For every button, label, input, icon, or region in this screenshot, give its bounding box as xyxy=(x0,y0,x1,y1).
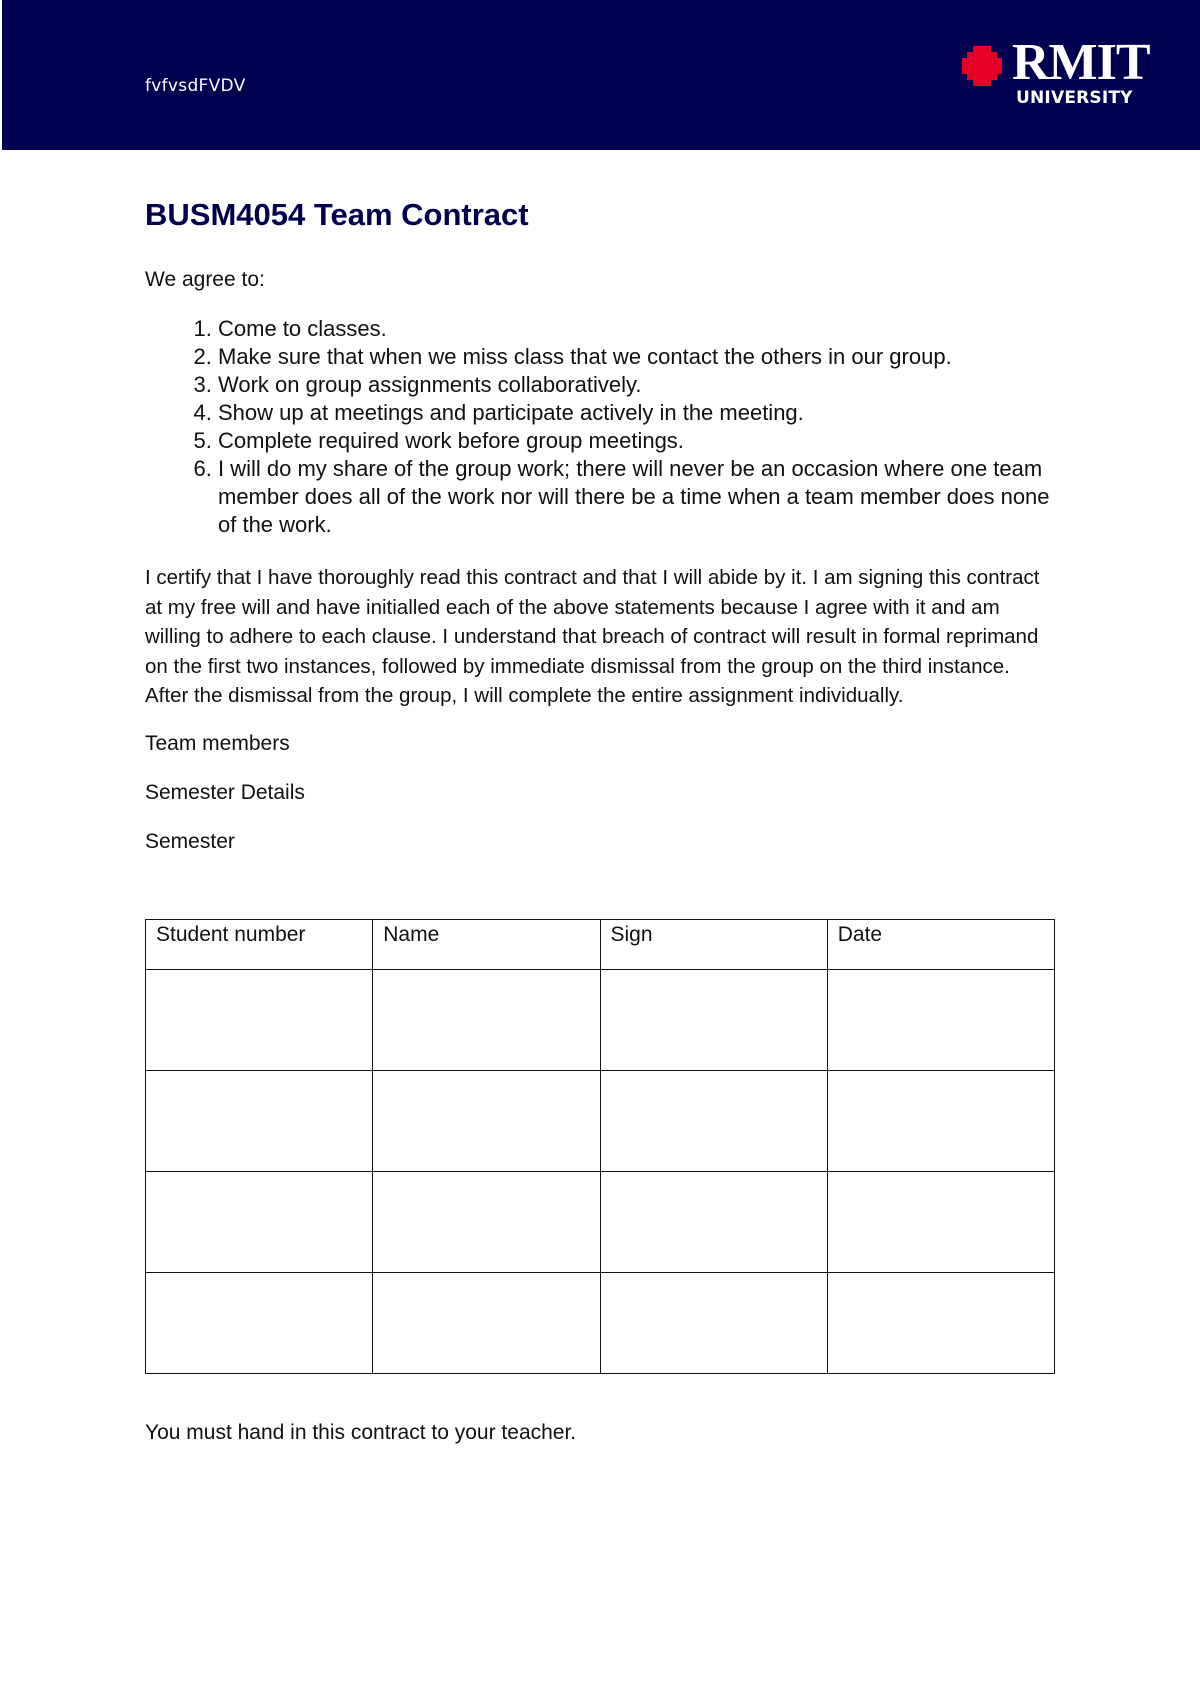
certification-paragraph: I certify that I have thoroughly read this contract and that I will abide by it. I am signing this contract at my free will and have initialled each of the above statements because I agree with it and am willing to adhere to each clause. I understand that breach of contract will result in formal reprimand on the first two instances, followed by immediate dismissal from the group on the third instance. After the dismissal from the group, I will complete the entire assignment individually. xyxy=(145,566,1040,707)
page-title: BUSM4054 Team Contract xyxy=(145,197,529,232)
sign-cell[interactable] xyxy=(600,1273,827,1374)
student-number-cell[interactable] xyxy=(146,970,373,1071)
rmit-logo xyxy=(960,34,1150,114)
date-cell[interactable] xyxy=(827,1172,1054,1273)
student-number-cell[interactable] xyxy=(146,1172,373,1273)
table-header-row xyxy=(146,920,1055,970)
sign-cell[interactable] xyxy=(600,1172,827,1273)
date-cell[interactable] xyxy=(827,970,1054,1071)
signature-table xyxy=(145,919,1055,1374)
logo-wordmark: RMIT xyxy=(1012,34,1150,91)
document-body xyxy=(145,195,1055,855)
column-header-sign: Sign xyxy=(600,920,827,970)
sign-cell[interactable] xyxy=(600,970,827,1071)
table-row xyxy=(146,1071,1055,1172)
clause-item: 4. Show up at meetings and participate actively in the meeting. xyxy=(218,399,1055,427)
student-number-cell[interactable] xyxy=(146,1273,373,1374)
student-number-cell[interactable] xyxy=(146,1071,373,1172)
clause-item: 3. Work on group assignments collaboratively. xyxy=(218,371,1055,399)
sign-cell[interactable] xyxy=(600,1071,827,1172)
clause-item: 1. Come to classes. xyxy=(218,315,1055,343)
table-row xyxy=(146,970,1055,1071)
footer-note: You must hand in this contract to your teacher. xyxy=(145,1421,577,1444)
clause-item: 5. Complete required work before group meetings. xyxy=(218,427,1055,455)
semester-label: Semester xyxy=(145,829,235,853)
name-cell[interactable] xyxy=(373,1172,600,1273)
name-cell[interactable] xyxy=(373,970,600,1071)
column-header-student-number: Student number xyxy=(146,920,373,970)
column-header-name: Name xyxy=(373,920,600,970)
clause-list xyxy=(145,315,1055,539)
name-cell[interactable] xyxy=(373,1071,600,1172)
team-members-label: Team members xyxy=(145,731,290,755)
header-text: fvfvsdFVDV xyxy=(145,76,246,96)
name-cell[interactable] xyxy=(373,1273,600,1374)
date-cell[interactable] xyxy=(827,1273,1054,1374)
header-band xyxy=(2,0,1200,150)
clause-item: 2. Make sure that when we miss class that we contact the others in our group. xyxy=(218,343,1055,371)
date-cell[interactable] xyxy=(827,1071,1054,1172)
semester-details-label: Semester Details xyxy=(145,780,305,804)
pixel-mark-icon xyxy=(960,44,1004,88)
clause-item: 6. I will do my share of the group work; there will never be an occasion where one team member does all of the work nor will there be a time when a team member does none of the work. xyxy=(218,455,1055,539)
table-row xyxy=(146,1172,1055,1273)
intro-text: We agree to: xyxy=(145,268,265,291)
table-row xyxy=(146,1273,1055,1374)
column-header-date: Date xyxy=(827,920,1054,970)
logo-subtitle: UNIVERSITY xyxy=(1016,88,1133,108)
